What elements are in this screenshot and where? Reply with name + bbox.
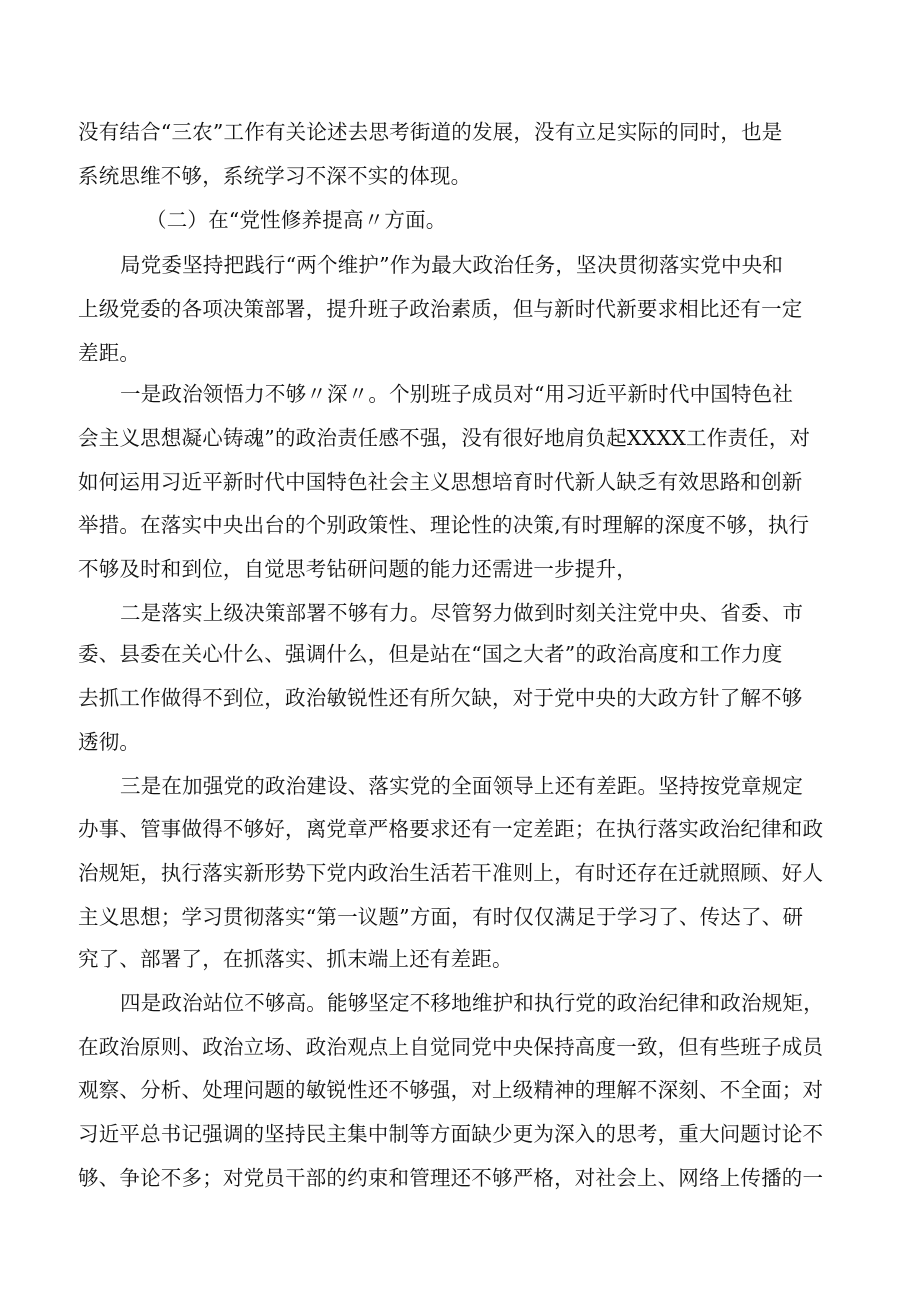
paragraph-line: 举措。在落实中央出台的个别政策性、理论性的决策,有时理解的深度不够，执行	[78, 513, 810, 537]
paragraph-line: 系统思维不够，系统学习不深不实的体现。	[78, 164, 472, 188]
paragraph-line: 会主义思想凝心铸魂”的政治责任感不强，没有很好地肩负起XXXX工作责任，对	[78, 426, 811, 450]
paragraph-line: 局党委坚持把践行“两个维护”作为最大政治任务，坚决贯彻落实党中央和	[120, 253, 784, 277]
paragraph-line: 观察、分析、处理问题的敏锐性还不够强，对上级精神的理解不深刻、不全面；对	[78, 1078, 824, 1102]
paragraph-line: 没有结合“三农”工作有关论述去思考街道的发展，没有立足实际的同时，也是	[78, 120, 783, 144]
paragraph-line: 四是政治站位不够高。能够坚定不移地维护和执行党的政治纪律和政治规矩，	[120, 991, 824, 1015]
paragraph-line: 办事、管事做得不够好，离党章严格要求还有一定差距；在执行落实政治纪律和政	[78, 817, 824, 841]
paragraph-line: 去抓工作做得不到位，政治敏锐性还有所欠缺，对于党中央的大政方针了解不够	[78, 686, 803, 710]
paragraph-line: 不够及时和到位，自觉思考钻研问题的能力还需进一步提升，	[78, 557, 637, 581]
paragraph-line: 一是政治领悟力不够〃深〃。个别班子成员对“用习近平新时代中国特色社	[120, 382, 794, 406]
paragraph-line: 差距。	[78, 341, 141, 365]
paragraph-line: 究了、部署了，在抓落实、抓末端上还有差距。	[78, 947, 513, 971]
paragraph-line: 三是在加强党的政治建设、落实党的全面领导上还有差距。坚持按党章规定	[120, 774, 804, 798]
paragraph-line: 治规矩，执行落实新形势下党内政治生活若干准则上，有时还存在迁就照顾、好人	[78, 861, 824, 885]
paragraph-line: 如何运用习近平新时代中国特色社会主义思想培育时代新人缺乏有效思路和创新	[78, 470, 803, 494]
paragraph-line: 习近平总书记强调的坚持民主集中制等方面缺少更为深入的思考，重大问题讨论不	[78, 1122, 824, 1146]
section-heading: （二）在“党性修养提高〃方面。	[146, 208, 447, 232]
paragraph-line: 二是落实上级决策部署不够有力。尽管努力做到时刻关注党中央、省委、市	[120, 601, 804, 625]
paragraph-line: 在政治原则、政治立场、政治观点上自觉同党中央保持高度一致，但有些班子成员	[78, 1035, 824, 1059]
paragraph-line: 主义思想；学习贯彻落实“第一议题”方面，有时仅仅满足于学习了、传达了、研	[78, 905, 804, 929]
paragraph-line: 透彻。	[78, 730, 141, 754]
paragraph-line: 够、争论不多；对党员干部的约束和管理还不够严格，对社会上、网络上传播的一	[78, 1166, 824, 1190]
paragraph-line: 上级党委的各项决策部署，提升班子政治素质，但与新时代新要求相比还有一定	[78, 297, 803, 321]
paragraph-line: 委、县委在关心什么、强调什么，但是站在“国之大者”的政治高度和工作力度	[78, 642, 783, 666]
